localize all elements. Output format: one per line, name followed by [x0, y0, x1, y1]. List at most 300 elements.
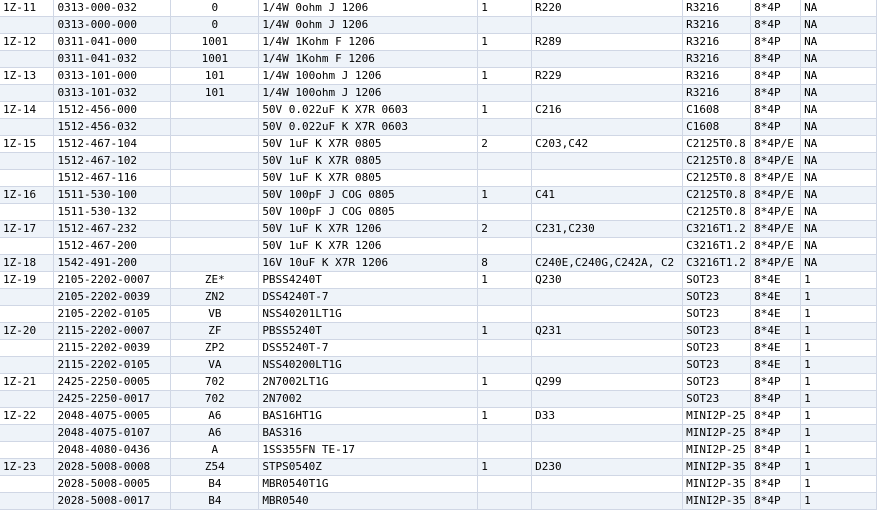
- cell-description[interactable]: 50V 100pF J COG 0805: [259, 204, 478, 221]
- cell-status[interactable]: NA: [801, 85, 877, 102]
- cell-description[interactable]: DSS5240T-7: [259, 340, 478, 357]
- cell-quantity[interactable]: 1: [478, 323, 532, 340]
- cell-quantity[interactable]: 1: [478, 34, 532, 51]
- table-row: [0, 136, 877, 153]
- cell-marking[interactable]: [171, 204, 259, 221]
- cell-quantity[interactable]: [478, 17, 532, 34]
- cell-description[interactable]: 50V 1uF K X7R 0805: [259, 153, 478, 170]
- cell-footprint[interactable]: C2125T0.8: [683, 170, 751, 187]
- table-row: [0, 357, 877, 374]
- cell-footprint[interactable]: MINI2P-25: [683, 442, 751, 459]
- cell-description[interactable]: STPS0540Z: [259, 459, 478, 476]
- cell-group-id[interactable]: 1Z-23: [0, 459, 54, 476]
- cell-status[interactable]: NA: [801, 102, 877, 119]
- cell-footprint[interactable]: SOT23: [683, 323, 751, 340]
- table-row: [0, 459, 877, 476]
- cell-description[interactable]: 1/4W 1Kohm F 1206: [259, 51, 478, 68]
- cell-reference[interactable]: [532, 170, 683, 187]
- cell-packing[interactable]: 8*4P: [751, 374, 801, 391]
- cell-marking[interactable]: 101: [171, 68, 259, 85]
- cell-status[interactable]: NA: [801, 68, 877, 85]
- cell-group-id[interactable]: [0, 357, 54, 374]
- cell-marking[interactable]: VA: [171, 357, 259, 374]
- cell-marking[interactable]: 0: [171, 17, 259, 34]
- cell-reference[interactable]: [532, 85, 683, 102]
- cell-part-number[interactable]: 0311-041-032: [54, 51, 171, 68]
- cell-quantity[interactable]: 1: [478, 102, 532, 119]
- cell-reference[interactable]: [532, 238, 683, 255]
- cell-quantity[interactable]: [478, 85, 532, 102]
- cell-packing[interactable]: 8*4P/E: [751, 238, 801, 255]
- cell-part-number[interactable]: 2028-5008-0008: [54, 459, 171, 476]
- cell-packing[interactable]: 8*4P: [751, 391, 801, 408]
- cell-group-id[interactable]: 1Z-15: [0, 136, 54, 153]
- cell-footprint[interactable]: SOT23: [683, 340, 751, 357]
- table-row: [0, 255, 877, 272]
- cell-marking[interactable]: [171, 221, 259, 238]
- cell-part-number[interactable]: 2105-2202-0039: [54, 289, 171, 306]
- cell-footprint[interactable]: SOT23: [683, 391, 751, 408]
- table-row: [0, 17, 877, 34]
- cell-part-number[interactable]: 2115-2202-0007: [54, 323, 171, 340]
- cell-marking[interactable]: ZN2: [171, 289, 259, 306]
- table-row: [0, 493, 877, 510]
- cell-quantity[interactable]: 1: [478, 0, 532, 17]
- cell-reference[interactable]: C240E,C240G,C242A, C2: [532, 255, 683, 272]
- cell-quantity[interactable]: [478, 306, 532, 323]
- cell-reference[interactable]: [532, 425, 683, 442]
- cell-marking[interactable]: [171, 153, 259, 170]
- cell-footprint[interactable]: SOT23: [683, 272, 751, 289]
- cell-part-number[interactable]: 2048-4080-0436: [54, 442, 171, 459]
- cell-description[interactable]: 1/4W 1Kohm F 1206: [259, 34, 478, 51]
- cell-quantity[interactable]: [478, 476, 532, 493]
- cell-reference[interactable]: Q299: [532, 374, 683, 391]
- cell-reference[interactable]: C41: [532, 187, 683, 204]
- cell-status[interactable]: 1: [801, 493, 877, 510]
- cell-quantity[interactable]: [478, 119, 532, 136]
- cell-footprint[interactable]: C2125T0.8: [683, 136, 751, 153]
- cell-footprint[interactable]: SOT23: [683, 289, 751, 306]
- cell-reference[interactable]: [532, 340, 683, 357]
- cell-group-id[interactable]: [0, 340, 54, 357]
- cell-group-id[interactable]: [0, 85, 54, 102]
- cell-group-id[interactable]: [0, 153, 54, 170]
- table-row: [0, 187, 877, 204]
- cell-status[interactable]: 1: [801, 442, 877, 459]
- cell-quantity[interactable]: 1: [478, 272, 532, 289]
- cell-description[interactable]: 1/4W 100ohm J 1206: [259, 85, 478, 102]
- cell-status[interactable]: 1: [801, 357, 877, 374]
- cell-packing[interactable]: 8*4P: [751, 17, 801, 34]
- cell-marking[interactable]: 1001: [171, 34, 259, 51]
- table-row: [0, 442, 877, 459]
- cell-status[interactable]: 1: [801, 459, 877, 476]
- cell-part-number[interactable]: 1511-530-132: [54, 204, 171, 221]
- cell-footprint[interactable]: SOT23: [683, 306, 751, 323]
- cell-packing[interactable]: 8*4P/E: [751, 204, 801, 221]
- cell-packing[interactable]: 8*4E: [751, 357, 801, 374]
- cell-part-number[interactable]: 1512-456-000: [54, 102, 171, 119]
- cell-reference[interactable]: [532, 442, 683, 459]
- cell-quantity[interactable]: [478, 153, 532, 170]
- cell-description[interactable]: NSS40200LT1G: [259, 357, 478, 374]
- table-row: [0, 476, 877, 493]
- cell-packing[interactable]: 8*4P: [751, 85, 801, 102]
- cell-reference[interactable]: Q231: [532, 323, 683, 340]
- cell-status[interactable]: NA: [801, 187, 877, 204]
- cell-packing[interactable]: 8*4P: [751, 34, 801, 51]
- cell-packing[interactable]: 8*4P/E: [751, 136, 801, 153]
- cell-reference[interactable]: [532, 51, 683, 68]
- cell-packing[interactable]: 8*4E: [751, 340, 801, 357]
- cell-footprint[interactable]: MINI2P-25: [683, 425, 751, 442]
- table-row: [0, 221, 877, 238]
- cell-status[interactable]: 1: [801, 289, 877, 306]
- cell-footprint[interactable]: C2125T0.8: [683, 187, 751, 204]
- cell-part-number[interactable]: 1542-491-200: [54, 255, 171, 272]
- cell-packing[interactable]: 8*4P: [751, 442, 801, 459]
- cell-status[interactable]: NA: [801, 0, 877, 17]
- cell-marking[interactable]: [171, 102, 259, 119]
- cell-reference[interactable]: D33: [532, 408, 683, 425]
- cell-footprint[interactable]: C2125T0.8: [683, 153, 751, 170]
- cell-description[interactable]: 16V 10uF K X7R 1206: [259, 255, 478, 272]
- table-row: [0, 391, 877, 408]
- cell-marking[interactable]: [171, 187, 259, 204]
- cell-reference[interactable]: [532, 391, 683, 408]
- table-row: [0, 119, 877, 136]
- cell-quantity[interactable]: 8: [478, 255, 532, 272]
- cell-marking[interactable]: ZP2: [171, 340, 259, 357]
- cell-quantity[interactable]: [478, 170, 532, 187]
- cell-status[interactable]: 1: [801, 425, 877, 442]
- cell-description[interactable]: 2N7002LT1G: [259, 374, 478, 391]
- cell-marking[interactable]: 0: [171, 0, 259, 17]
- cell-status[interactable]: NA: [801, 17, 877, 34]
- cell-reference[interactable]: [532, 476, 683, 493]
- cell-description[interactable]: BAS16HT1G: [259, 408, 478, 425]
- cell-group-id[interactable]: [0, 391, 54, 408]
- cell-description[interactable]: 50V 1uF K X7R 1206: [259, 238, 478, 255]
- cell-part-number[interactable]: 0313-101-000: [54, 68, 171, 85]
- cell-quantity[interactable]: [478, 289, 532, 306]
- cell-reference[interactable]: [532, 357, 683, 374]
- cell-description[interactable]: NSS40201LT1G: [259, 306, 478, 323]
- cell-packing[interactable]: 8*4P: [751, 459, 801, 476]
- cell-quantity[interactable]: 1: [478, 374, 532, 391]
- cell-status[interactable]: 1: [801, 391, 877, 408]
- cell-group-id[interactable]: 1Z-21: [0, 374, 54, 391]
- table-row: [0, 68, 877, 85]
- cell-group-id[interactable]: 1Z-18: [0, 255, 54, 272]
- cell-marking[interactable]: [171, 119, 259, 136]
- cell-status[interactable]: NA: [801, 204, 877, 221]
- cell-description[interactable]: PBSS4240T: [259, 272, 478, 289]
- cell-group-id[interactable]: 1Z-19: [0, 272, 54, 289]
- cell-quantity[interactable]: [478, 493, 532, 510]
- cell-marking[interactable]: ZF: [171, 323, 259, 340]
- cell-reference[interactable]: [532, 153, 683, 170]
- table-row: [0, 425, 877, 442]
- cell-marking[interactable]: VB: [171, 306, 259, 323]
- cell-status[interactable]: 1: [801, 340, 877, 357]
- cell-description[interactable]: MBR0540: [259, 493, 478, 510]
- cell-part-number[interactable]: 2028-5008-0005: [54, 476, 171, 493]
- cell-footprint[interactable]: R3216: [683, 68, 751, 85]
- cell-group-id[interactable]: 1Z-16: [0, 187, 54, 204]
- cell-marking[interactable]: 702: [171, 391, 259, 408]
- cell-part-number[interactable]: 0313-000-032: [54, 0, 171, 17]
- cell-description[interactable]: 1/4W 0ohm J 1206: [259, 17, 478, 34]
- cell-footprint[interactable]: SOT23: [683, 357, 751, 374]
- cell-description[interactable]: BAS316: [259, 425, 478, 442]
- table-row: [0, 170, 877, 187]
- cell-marking[interactable]: [171, 238, 259, 255]
- cell-status[interactable]: NA: [801, 119, 877, 136]
- cell-group-id[interactable]: [0, 442, 54, 459]
- cell-packing[interactable]: 8*4P: [751, 493, 801, 510]
- cell-part-number[interactable]: 1512-456-032: [54, 119, 171, 136]
- table-row: [0, 0, 877, 17]
- cell-reference[interactable]: [532, 493, 683, 510]
- cell-part-number[interactable]: 1512-467-232: [54, 221, 171, 238]
- cell-quantity[interactable]: [478, 340, 532, 357]
- cell-packing[interactable]: 8*4P/E: [751, 153, 801, 170]
- cell-marking[interactable]: Z54: [171, 459, 259, 476]
- cell-marking[interactable]: ZE*: [171, 272, 259, 289]
- cell-quantity[interactable]: [478, 357, 532, 374]
- table-row: [0, 34, 877, 51]
- cell-reference[interactable]: [532, 119, 683, 136]
- cell-status[interactable]: 1: [801, 272, 877, 289]
- table-row: [0, 85, 877, 102]
- cell-quantity[interactable]: [478, 51, 532, 68]
- cell-description[interactable]: 1/4W 100ohm J 1206: [259, 68, 478, 85]
- cell-status[interactable]: 1: [801, 476, 877, 493]
- cell-group-id[interactable]: [0, 425, 54, 442]
- cell-reference[interactable]: R229: [532, 68, 683, 85]
- cell-packing[interactable]: 8*4P: [751, 0, 801, 17]
- cell-status[interactable]: NA: [801, 170, 877, 187]
- cell-group-id[interactable]: 1Z-13: [0, 68, 54, 85]
- cell-packing[interactable]: 8*4P: [751, 425, 801, 442]
- table-row: [0, 153, 877, 170]
- cell-part-number[interactable]: 1511-530-100: [54, 187, 171, 204]
- cell-description[interactable]: PBSS5240T: [259, 323, 478, 340]
- cell-description[interactable]: 1SS355FN TE-17: [259, 442, 478, 459]
- cell-packing[interactable]: 8*4P: [751, 68, 801, 85]
- cell-footprint[interactable]: C3216T1.2: [683, 238, 751, 255]
- cell-part-number[interactable]: 2105-2202-0007: [54, 272, 171, 289]
- table-row: [0, 272, 877, 289]
- cell-description[interactable]: 50V 0.022uF K X7R 0603: [259, 119, 478, 136]
- cell-part-number[interactable]: 1512-467-102: [54, 153, 171, 170]
- cell-marking[interactable]: A6: [171, 408, 259, 425]
- cell-packing[interactable]: 8*4E: [751, 323, 801, 340]
- cell-footprint[interactable]: MINI2P-35: [683, 476, 751, 493]
- cell-marking[interactable]: B4: [171, 493, 259, 510]
- table-row: [0, 306, 877, 323]
- cell-quantity[interactable]: 2: [478, 221, 532, 238]
- cell-marking[interactable]: 101: [171, 85, 259, 102]
- cell-description[interactable]: 50V 100pF J COG 0805: [259, 187, 478, 204]
- cell-group-id[interactable]: [0, 306, 54, 323]
- cell-description[interactable]: DSS4240T-7: [259, 289, 478, 306]
- cell-footprint[interactable]: C3216T1.2: [683, 221, 751, 238]
- cell-quantity[interactable]: 2: [478, 136, 532, 153]
- table-row: [0, 238, 877, 255]
- cell-marking[interactable]: A: [171, 442, 259, 459]
- cell-packing[interactable]: 8*4P: [751, 408, 801, 425]
- cell-reference[interactable]: [532, 204, 683, 221]
- cell-packing[interactable]: 8*4P/E: [751, 221, 801, 238]
- cell-footprint[interactable]: C1608: [683, 102, 751, 119]
- cell-quantity[interactable]: 1: [478, 187, 532, 204]
- cell-reference[interactable]: C231,C230: [532, 221, 683, 238]
- cell-description[interactable]: MBR0540T1G: [259, 476, 478, 493]
- cell-part-number[interactable]: 2028-5008-0017: [54, 493, 171, 510]
- cell-marking[interactable]: 1001: [171, 51, 259, 68]
- cell-status[interactable]: NA: [801, 255, 877, 272]
- cell-packing[interactable]: 8*4E: [751, 289, 801, 306]
- cell-group-id[interactable]: [0, 238, 54, 255]
- cell-group-id[interactable]: [0, 119, 54, 136]
- cell-description[interactable]: 50V 0.022uF K X7R 0603: [259, 102, 478, 119]
- cell-status[interactable]: NA: [801, 51, 877, 68]
- cell-status[interactable]: 1: [801, 306, 877, 323]
- cell-marking[interactable]: [171, 170, 259, 187]
- cell-status[interactable]: NA: [801, 221, 877, 238]
- cell-reference[interactable]: D230: [532, 459, 683, 476]
- cell-marking[interactable]: A6: [171, 425, 259, 442]
- cell-quantity[interactable]: [478, 391, 532, 408]
- cell-packing[interactable]: 8*4P/E: [751, 187, 801, 204]
- cell-reference[interactable]: Q230: [532, 272, 683, 289]
- cell-packing[interactable]: 8*4P/E: [751, 170, 801, 187]
- cell-packing[interactable]: 8*4P/E: [751, 255, 801, 272]
- cell-reference[interactable]: [532, 17, 683, 34]
- cell-quantity[interactable]: [478, 442, 532, 459]
- table-row: [0, 204, 877, 221]
- table-row: [0, 408, 877, 425]
- cell-footprint[interactable]: MINI2P-25: [683, 408, 751, 425]
- cell-group-id[interactable]: [0, 51, 54, 68]
- table-row: [0, 323, 877, 340]
- cell-reference[interactable]: R289: [532, 34, 683, 51]
- cell-quantity[interactable]: 1: [478, 68, 532, 85]
- cell-packing[interactable]: 8*4P: [751, 476, 801, 493]
- cell-footprint[interactable]: C1608: [683, 119, 751, 136]
- cell-packing[interactable]: 8*4P: [751, 119, 801, 136]
- cell-description[interactable]: 50V 1uF K X7R 1206: [259, 221, 478, 238]
- cell-part-number[interactable]: 0313-101-032: [54, 85, 171, 102]
- cell-group-id[interactable]: 1Z-17: [0, 221, 54, 238]
- cell-status[interactable]: NA: [801, 153, 877, 170]
- cell-group-id[interactable]: [0, 289, 54, 306]
- cell-part-number[interactable]: 1512-467-104: [54, 136, 171, 153]
- cell-packing[interactable]: 8*4E: [751, 272, 801, 289]
- cell-reference[interactable]: [532, 306, 683, 323]
- cell-quantity[interactable]: 1: [478, 459, 532, 476]
- cell-status[interactable]: NA: [801, 238, 877, 255]
- cell-footprint[interactable]: R3216: [683, 51, 751, 68]
- cell-part-number[interactable]: 2048-4075-0107: [54, 425, 171, 442]
- table-row: [0, 102, 877, 119]
- cell-marking[interactable]: [171, 136, 259, 153]
- cell-part-number[interactable]: 1512-467-200: [54, 238, 171, 255]
- cell-reference[interactable]: [532, 289, 683, 306]
- cell-description[interactable]: 50V 1uF K X7R 0805: [259, 170, 478, 187]
- cell-quantity[interactable]: [478, 425, 532, 442]
- cell-quantity[interactable]: 1: [478, 408, 532, 425]
- cell-marking[interactable]: [171, 255, 259, 272]
- cell-group-id[interactable]: 1Z-22: [0, 408, 54, 425]
- cell-footprint[interactable]: C3216T1.2: [683, 255, 751, 272]
- cell-part-number[interactable]: 2115-2202-0105: [54, 357, 171, 374]
- cell-footprint[interactable]: MINI2P-35: [683, 493, 751, 510]
- cell-group-id[interactable]: 1Z-11: [0, 0, 54, 17]
- cell-part-number[interactable]: 2115-2202-0039: [54, 340, 171, 357]
- cell-marking[interactable]: 702: [171, 374, 259, 391]
- cell-part-number[interactable]: 2425-2250-0017: [54, 391, 171, 408]
- cell-group-id[interactable]: 1Z-14: [0, 102, 54, 119]
- cell-footprint[interactable]: R3216: [683, 85, 751, 102]
- cell-footprint[interactable]: SOT23: [683, 374, 751, 391]
- cell-quantity[interactable]: [478, 204, 532, 221]
- table-row: [0, 374, 877, 391]
- cell-footprint[interactable]: MINI2P-35: [683, 459, 751, 476]
- cell-group-id[interactable]: [0, 17, 54, 34]
- cell-status[interactable]: 1: [801, 323, 877, 340]
- table-row: [0, 289, 877, 306]
- cell-packing[interactable]: 8*4P: [751, 102, 801, 119]
- cell-group-id[interactable]: 1Z-20: [0, 323, 54, 340]
- cell-footprint[interactable]: R3216: [683, 0, 751, 17]
- cell-description[interactable]: 2N7002: [259, 391, 478, 408]
- cell-group-id[interactable]: 1Z-12: [0, 34, 54, 51]
- cell-status[interactable]: NA: [801, 136, 877, 153]
- cell-reference[interactable]: C203,C42: [532, 136, 683, 153]
- cell-description[interactable]: 50V 1uF K X7R 0805: [259, 136, 478, 153]
- cell-group-id[interactable]: [0, 493, 54, 510]
- cell-group-id[interactable]: [0, 170, 54, 187]
- table-row: [0, 340, 877, 357]
- cell-part-number[interactable]: 2048-4075-0005: [54, 408, 171, 425]
- cell-part-number[interactable]: 2425-2250-0005: [54, 374, 171, 391]
- cell-group-id[interactable]: [0, 204, 54, 221]
- cell-reference[interactable]: C216: [532, 102, 683, 119]
- cell-group-id[interactable]: [0, 476, 54, 493]
- cell-packing[interactable]: 8*4P: [751, 51, 801, 68]
- cell-quantity[interactable]: [478, 238, 532, 255]
- cell-status[interactable]: 1: [801, 408, 877, 425]
- cell-footprint[interactable]: R3216: [683, 34, 751, 51]
- cell-part-number[interactable]: 0311-041-000: [54, 34, 171, 51]
- cell-reference[interactable]: R220: [532, 0, 683, 17]
- cell-status[interactable]: NA: [801, 34, 877, 51]
- cell-part-number[interactable]: 0313-000-000: [54, 17, 171, 34]
- cell-part-number[interactable]: 1512-467-116: [54, 170, 171, 187]
- cell-marking[interactable]: B4: [171, 476, 259, 493]
- cell-description[interactable]: 1/4W 0ohm J 1206: [259, 0, 478, 17]
- cell-packing[interactable]: 8*4E: [751, 306, 801, 323]
- cell-footprint[interactable]: C2125T0.8: [683, 204, 751, 221]
- cell-part-number[interactable]: 2105-2202-0105: [54, 306, 171, 323]
- table-row: [0, 51, 877, 68]
- cell-status[interactable]: 1: [801, 374, 877, 391]
- cell-footprint[interactable]: R3216: [683, 17, 751, 34]
